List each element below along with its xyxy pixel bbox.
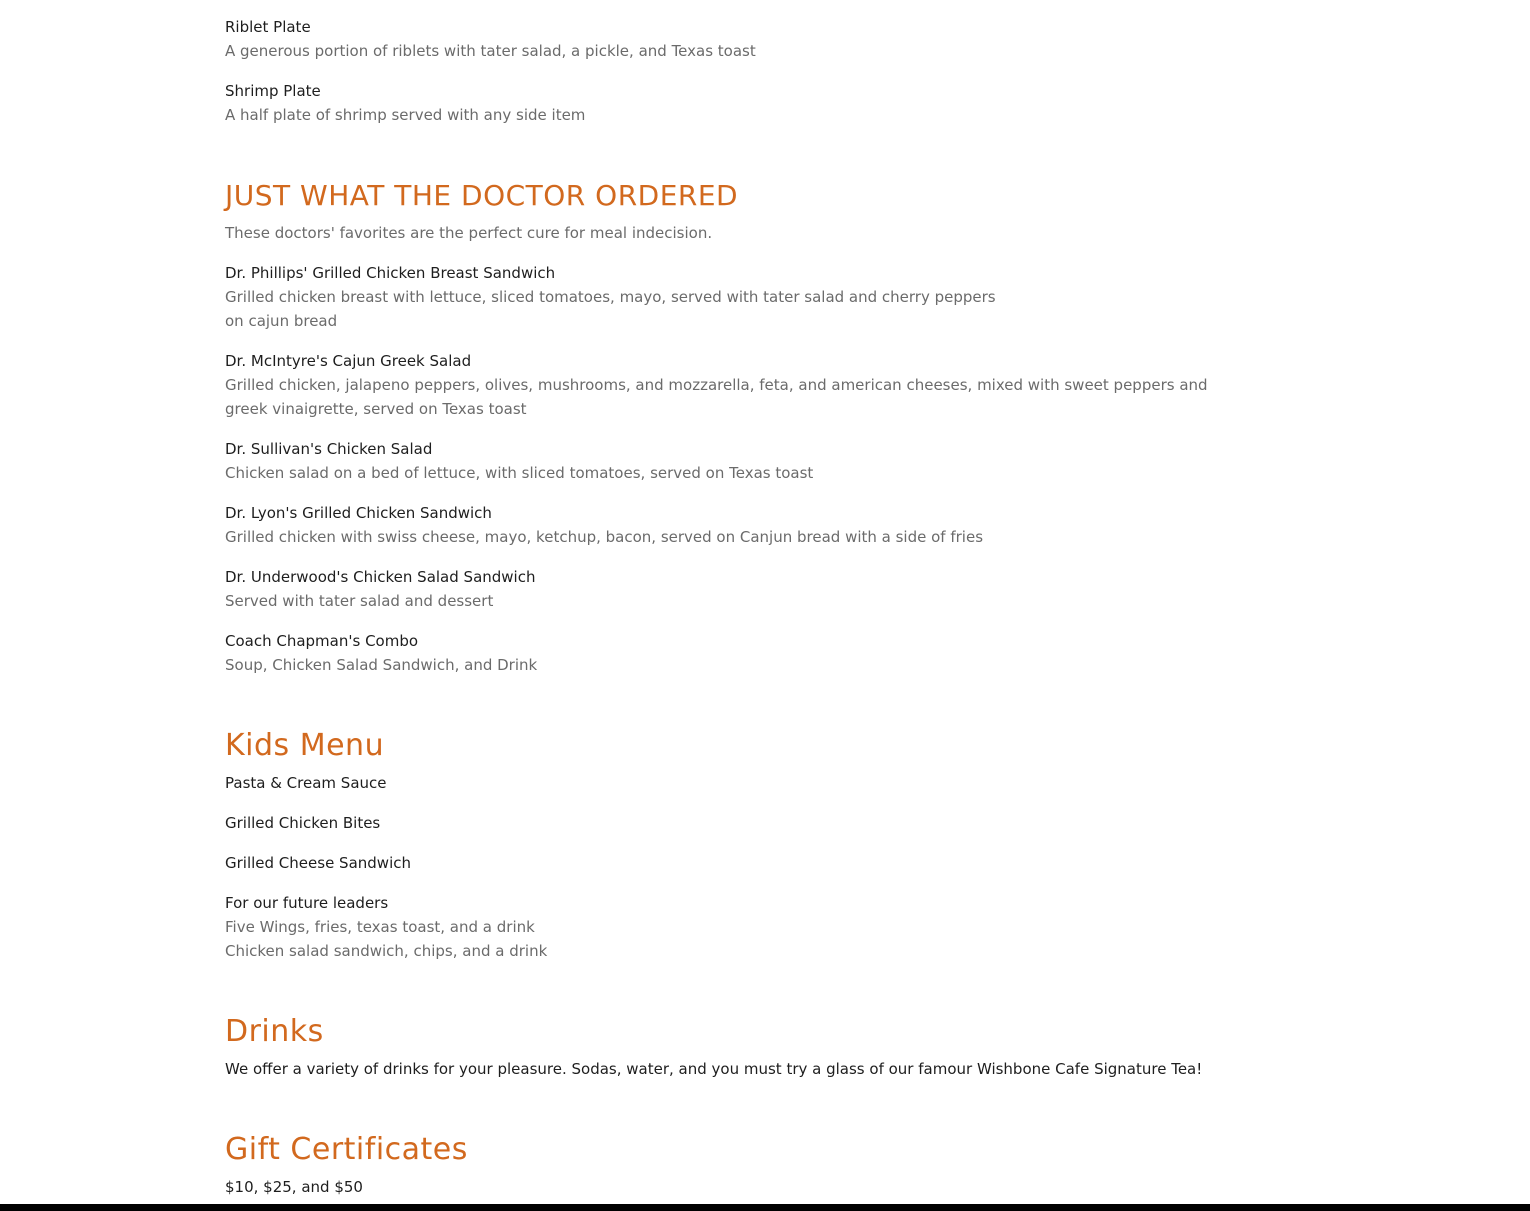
menu-item-name: Dr. Underwood's Chicken Salad Sandwich bbox=[225, 568, 536, 586]
section-intro: These doctors' favorites are the perfect cure for meal indecision. bbox=[225, 224, 713, 242]
bottom-bar bbox=[0, 1204, 1530, 1211]
menu-item-name: Dr. Lyon's Grilled Chicken Sandwich bbox=[225, 504, 492, 522]
menu-item-description: Grilled chicken breast with lettuce, sliced tomatoes, mayo, served with tater salad and cherry peppers bbox=[225, 288, 996, 306]
menu-item-description: A generous portion of riblets with tater salad, a pickle, and Texas toast bbox=[225, 42, 756, 60]
menu-item-name: Dr. Phillips' Grilled Chicken Breast Sandwich bbox=[225, 264, 556, 282]
menu-item-name: Grilled Chicken Bites bbox=[225, 814, 381, 832]
section-heading-gift-certificates: Gift Certificates bbox=[225, 1132, 468, 1167]
menu-item-description: on cajun bread bbox=[225, 312, 338, 330]
section-heading-drinks: Drinks bbox=[225, 1014, 324, 1049]
menu-item-name: Riblet Plate bbox=[225, 18, 311, 36]
menu-item-description: Chicken salad on a bed of lettuce, with sliced tomatoes, served on Texas toast bbox=[225, 464, 814, 482]
menu-item-description: Chicken salad sandwich, chips, and a drink bbox=[225, 942, 548, 960]
menu-item-name: For our future leaders bbox=[225, 894, 389, 912]
menu-item-name: Dr. Sullivan's Chicken Salad bbox=[225, 440, 433, 458]
gift-certificates-text: $10, $25, and $50 bbox=[225, 1178, 363, 1196]
menu-item-description: Five Wings, fries, texas toast, and a drink bbox=[225, 918, 535, 936]
menu-item-description: Soup, Chicken Salad Sandwich, and Drink bbox=[225, 656, 538, 674]
menu-item-description: Served with tater salad and dessert bbox=[225, 592, 494, 610]
menu-item-name: Coach Chapman's Combo bbox=[225, 632, 419, 650]
menu-item-description: Grilled chicken, jalapeno peppers, olives, mushrooms, and mozzarella, feta, and american cheeses, mixed with sweet peppers and bbox=[225, 376, 1208, 394]
section-heading-doctor: JUST WHAT THE DOCTOR ORDERED bbox=[225, 179, 739, 212]
menu-item-description: A half plate of shrimp served with any side item bbox=[225, 106, 586, 124]
menu-item-description: greek vinaigrette, served on Texas toast bbox=[225, 400, 527, 418]
menu-item-name: Shrimp Plate bbox=[225, 82, 321, 100]
menu-item-name: Grilled Cheese Sandwich bbox=[225, 854, 411, 872]
drinks-text: We offer a variety of drinks for your pleasure. Sodas, water, and you must try a glass of our famour Wishbone Cafe Signature Tea! bbox=[225, 1060, 1203, 1078]
menu-item-name: Pasta & Cream Sauce bbox=[225, 774, 387, 792]
menu-item-description: Grilled chicken with swiss cheese, mayo, ketchup, bacon, served on Canjun bread with a side of fries bbox=[225, 528, 984, 546]
section-heading-kids: Kids Menu bbox=[225, 728, 385, 763]
menu-item-name: Dr. McIntyre's Cajun Greek Salad bbox=[225, 352, 472, 370]
